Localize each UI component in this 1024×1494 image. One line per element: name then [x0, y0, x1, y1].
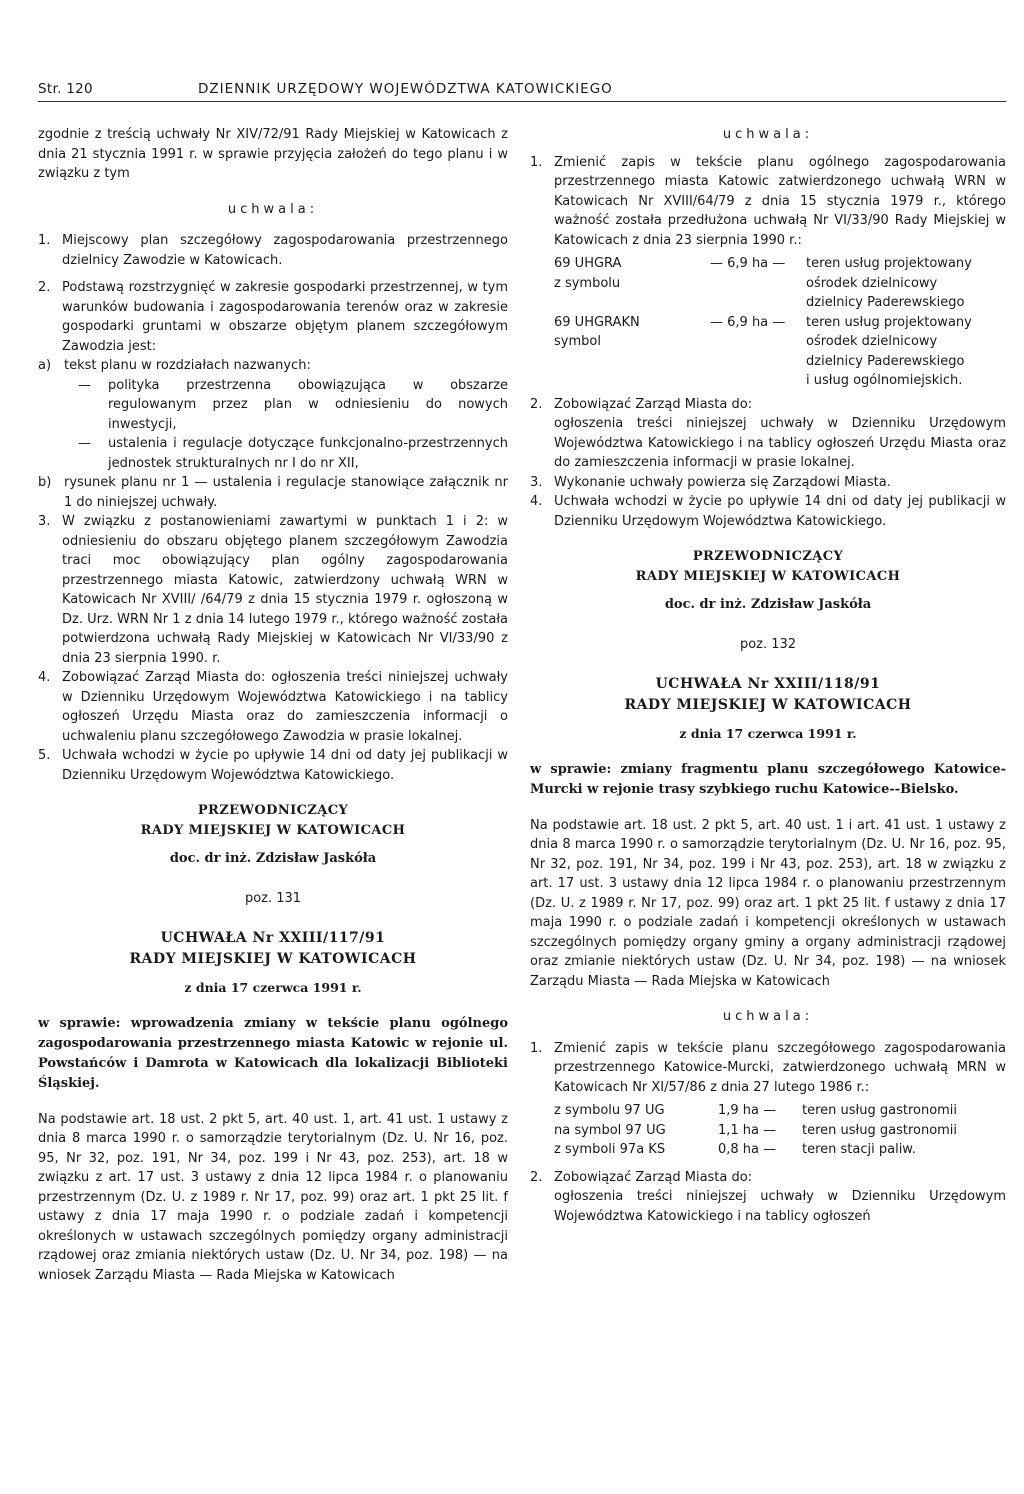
resolution-title: UCHWAŁA Nr XXIII/117/91	[160, 930, 386, 946]
paragraph-2-right-body: ogłoszenia treści niniejszej uchwały w Dzienniku Urzędowym Województwa Katowickiego i na tablicy ogłoszeń Urzędu Miasta oraz do zamieszczenia informacji w prasie lokalnej.	[554, 416, 1006, 470]
land-use-table-2	[530, 1101, 1006, 1160]
paragraph-q2-body: ogłoszenia treści niniejszej uchwały w Dzienniku Urzędowym Województwa Katowickiego i na tablicy ogłoszeń	[554, 1189, 1006, 1224]
legal-basis: Na podstawie art. 18 ust. 2 pkt 5, art. 40 ust. 1, art. 41 ust. 1 ustawy z dnia 8 marca 1990 r. o samorządzie terytorialnym (Dz. U. Nr 16, poz. 95, Nr 32, poz. 191, Nr 34, poz. 199 i Nr 43, poz. 253), art. 18 w związku z art. 17 ust. 3 ustawy z dnia 12 lipca 1984 r. o planowaniu przestrzennym (Dz. U. z 1989 r. Nr 17, poz. 99) oraz art. 1 pkt 25 lit. f ustawy z dnia 17 maja 1990 r. o podziale zadań i kompetencji określonych w ustawach szczególnych pomiędzy organy administracji rządowej oraz zmiania niektórych ustaw (Dz. U. Nr 34, poz. 198) — na wniosek Zarządu Miasta — Rada Miejska w Katowicach	[38, 1111, 508, 1283]
table-cell	[554, 371, 704, 391]
table-cell	[710, 352, 800, 372]
paragraph-q1: 1. Zmienić zapis w tekście planu szczegółowego zagospodarowania przestrzennego Katowice-Murcki, zatwierdzonego uchwałą MRN w Katowicach Nr XI/57/86 z dnia 27 lutego 1986 r.:	[530, 1040, 1006, 1095]
paragraph-3-right: 3. Wykonanie uchwały powierza się Zarządowi Miasta.	[530, 474, 891, 490]
table-cell: 1,1 ha —	[718, 1122, 777, 1138]
uchwala-heading-right: uchwala:	[722, 127, 814, 142]
resolution-council: RADY MIEJSKIEJ W KATOWICACH	[129, 951, 417, 967]
table-cell: 69 UHGRA	[554, 256, 622, 271]
table-cell: — 6,9 ha —	[710, 256, 786, 271]
table-cell: z symbolu	[554, 275, 621, 291]
table-cell	[710, 332, 800, 352]
right-column	[530, 125, 1006, 1226]
position-number-right: poz. 132	[739, 636, 797, 652]
table-cell: teren usług projektowany	[806, 314, 972, 330]
table-cell: dzielnicy Paderewskiego	[806, 295, 965, 310]
paragraph-4: 4. Zobowiązać Zarząd Miasta do: ogłoszenia treści niniejszej uchwały w Dzienniku Urzędowym Województwa Katowickiego i na tablicy ogłoszeń Urzędu Miasta oraz do zamieszczenia informacji o uchwaleniu planu szczegółowego Zawodzia w prasie lokalnej.	[38, 670, 508, 744]
paragraph-1-right: 1. Zmienić zapis w tekście planu ogólnego zagospodarowania przestrzennego miasta Katowic zatwierdzonego uchwałą WRN w Katowicach Nr XVIII/64/79 z dnia 15 stycznia 1979 r., którego ważność została przedłużona uchwałą Nr VI/33/90 Rady Miejskiej w Katowicach z dnia 23 sierpnia 1990 r.:	[530, 154, 1006, 248]
signature-name-right: doc. dr inż. Zdzisław Jaskóła	[664, 597, 872, 612]
table-cell: 0,8 ha —	[718, 1142, 777, 1157]
table-cell: na symbol 97 UG	[554, 1122, 666, 1138]
paragraph-4-right: 4. Uchwała wchodzi w życie po upływie 14 dni od daty jej publikacji w Dzienniku Urzędowym Województwa Katowickiego.	[530, 494, 1006, 529]
legal-basis-right: Na podstawie art. 18 ust. 2 pkt 5, art. 40 ust. 1 i art. 41 ust. 1 ustawy z dnia 8 marca 1990 r. o samorządzie terytorialnym (Dz. U. Nr 16, poz. 95, Nr 32, poz. 191, Nr 34, poz. 199 i Nr 43, poz. 253), art. 18 w związku z art. 17 ust. 3 ustawy dnia 12 lipca 1984 r. o planowaniu przestrzennym (Dz. U. z 1989 r. Nr 17, poz. 99) oraz art. 1 pkt 25 lit. f ustawy z dnia 17 maja 1990 r. o podziale zadań i kompetencji określonych w ustawach szczególnych pomiędzy organy gminy a organy administracji rządowej oraz zmianie niektórych ustaw (Dz. U. Nr 34, poz. 198) — na wniosek Zarządu Miasta — Rada Miejska w Katowicach	[530, 817, 1006, 989]
paragraph-2-right: 2. Zobowiązać Zarząd Miasta do:	[530, 396, 753, 412]
paragraph-5: 5. Uchwała wchodzi w życie po upływie 14 dni od daty jej publikacji w Dzienniku Urzędowym Województwa Katowickiego.	[38, 748, 508, 783]
table-cell: teren usług projektowany	[806, 256, 972, 271]
chairman-title: PRZEWODNICZĄCY	[197, 803, 349, 818]
chairman-council-right: RADY MIEJSKIEJ W KATOWICACH	[635, 569, 901, 584]
point-b: b) rysunek planu nr 1 — ustalenia i regulacje stanowiące załącznik nr 1 do niniejszej uchwały.	[38, 475, 508, 510]
table-cell	[554, 352, 704, 372]
table-cell	[554, 293, 704, 313]
table-cell: i usług ogólnomiejskich.	[806, 373, 963, 388]
resolution-subject-right: w sprawie: zmiany fragmentu planu szczegółowego Katowice-Murcki w rejonie trasy szybkiego ruchu Katowice--Bielsko.	[530, 761, 1006, 797]
table-cell: symbol	[554, 334, 601, 349]
point-a: a) tekst planu w rozdziałach nazwanych:	[38, 358, 311, 373]
paragraph-3: 3. W związku z postanowieniami zawartymi w punktach 1 i 2: w odniesieniu do obszaru objętego planem szczegółowym Zawodzia traci moc obowiązujący plan ogólny zagospodarowania przestrzennego miasta Katowic, zatwierdzony uchwałą WRN w Katowicach Nr XVIII/ /64/79 z dnia 15 stycznia 1979 r. ogłoszoną w Dz. Urz. WRN Nr 1 z dnia 14 lutego 1979 r., którego ważność została potwierdzona uchwałą Rady Miejskiej w Katowicach Nr VI/33/90 z dnia 23 sierpnia 1990. r.	[38, 514, 508, 666]
table-cell: teren stacji paliw.	[802, 1142, 916, 1157]
table-cell: 1,9 ha —	[718, 1103, 777, 1118]
resolution-subject: w sprawie: wprowadzenia zmiany w tekście planu ogólnego zagospodarowania przestrzennego miasta Katowic w rejonie ul. Powstańców i Damrota w Katowicach dla lokalizacji Biblioteki Śląskiej.	[38, 1015, 508, 1091]
resolution-date: z dnia 17 czerwca 1991 r.	[184, 980, 362, 995]
uchwala-heading-right-2: uchwala:	[722, 1009, 814, 1024]
dash-item-2: — ustalenia i regulacje dotyczące funkcjonalno-przestrzennych jednostek strukturalnych nr I do nr XII,	[78, 436, 508, 471]
resolution-title-right: UCHWAŁA Nr XXIII/118/91	[655, 676, 881, 692]
table-cell: z symboli 97a KS	[554, 1142, 666, 1157]
table-cell: ośrodek dzielnicowy	[806, 275, 938, 291]
paragraph-q2: 2. Zobowiązać Zarząd Miasta do:	[530, 1169, 753, 1185]
table-cell: z symbolu 97 UG	[554, 1103, 665, 1118]
land-use-table	[530, 254, 1006, 391]
table-cell: teren usług gastronomii	[802, 1122, 958, 1138]
page-number: Str. 120	[38, 81, 93, 97]
left-column	[38, 125, 508, 1285]
paragraph-2: 2. Podstawą rozstrzygnięć w zakresie gospodarki przestrzennej, w tym warunków budowania i zagospodarowania terenów oraz w zakresie gospodarki gruntami w obszarze objętym planem szczegółowym Zawodzia jest:	[38, 280, 508, 354]
table-cell: teren usług gastronomii	[802, 1103, 958, 1118]
resolution-date-right: z dnia 17 czerwca 1991 r.	[679, 726, 857, 741]
paragraph-1: 1. Miejscowy plan szczegółowy zagospodarowania przestrzennego dzielnicy Zawodzie w Katowicach.	[38, 233, 508, 268]
table-cell: dzielnicy Paderewskiego	[806, 353, 965, 369]
dash-item-1: — polityka przestrzenna obowiązująca w obszarze regulowanym przez plan w odniesieniu do nowych inwestycji,	[78, 377, 508, 432]
table-cell: 69 UHGRAKN	[554, 314, 640, 330]
table-cell: ośrodek dzielnicowy	[806, 334, 938, 349]
table-cell: — 6,9 ha —	[710, 314, 786, 330]
table-cell	[710, 371, 800, 391]
resolution-council-right: RADY MIEJSKIEJ W KATOWICACH	[624, 697, 912, 713]
table-cell	[710, 274, 800, 294]
journal-title: DZIENNIK URZĘDOWY WOJEWÓDZTWA KATOWICKIEGO	[198, 81, 613, 97]
chairman-council: RADY MIEJSKIEJ W KATOWICACH	[140, 823, 406, 838]
intro-paragraph: zgodnie z treścią uchwały Nr XIV/72/91 Rady Miejskiej w Katowicach z dnia 21 stycznia 1991 r. w sprawie przyjęcia założeń do tego planu i w związku z tym	[38, 127, 508, 181]
table-cell	[710, 293, 800, 313]
chairman-title-right: PRZEWODNICZĄCY	[692, 549, 844, 564]
position-number: poz. 131	[244, 890, 302, 906]
page-header	[38, 80, 1006, 102]
uchwala-heading: uchwala:	[227, 201, 319, 217]
signature-name: doc. dr inż. Zdzisław Jaskóła	[169, 851, 377, 866]
